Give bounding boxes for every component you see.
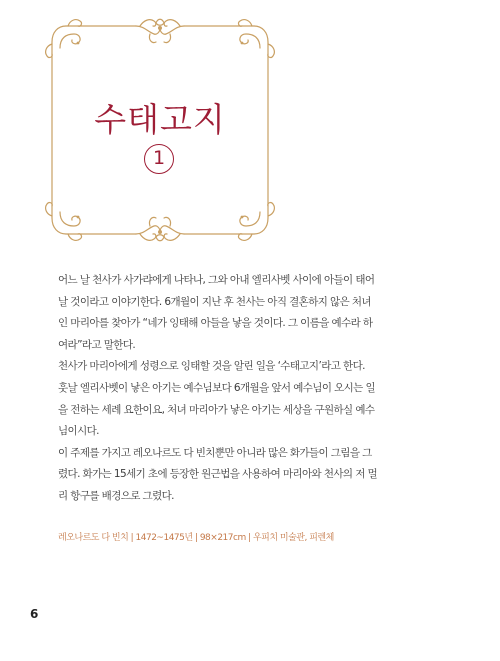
body-line: 여라”라고 말한다. [58, 338, 136, 351]
body-line: 인 마리아를 찾아가 “네가 잉태해 아들을 낳을 것이다. 그 이름을 예수라 하 [58, 317, 373, 330]
body-line: 렸다. 화가는 15세기 초에 등장한 원근법을 사용하여 마리아와 천사의 저 멀 [58, 468, 378, 481]
body-line: 어느 날 천사가 사가랴에게 나타나, 그와 아내 엘리사벳 사이에 아들이 태어 [58, 274, 375, 286]
chapter-title: 수태고지 [94, 100, 226, 139]
body-line: 님이시다. [58, 425, 99, 438]
body-text [58, 270, 390, 508]
artwork-caption: 레오나르도 다 빈치 | 1472~1475년 | 98×217cm | 우피치 미술관, 피렌체 [58, 533, 334, 543]
body-line: 이 주제를 가지고 레오나르도 다 빈치뿐만 아니라 많은 화가들이 그림을 그 [58, 446, 372, 459]
body-line: 천사가 마리아에게 성령으로 잉태할 것을 알린 일을 ‘수태고지’라고 한다. [58, 360, 365, 373]
body-line: 을 전하는 세례 요한이요, 처녀 마리아가 낳은 아기는 세상을 구원하실 예수 [58, 403, 375, 416]
page-number: 6 [30, 607, 39, 621]
body-line: 날 것이라고 이야기한다. 6개월이 지난 후 천사는 아직 결혼하지 않은 처녀 [58, 295, 371, 308]
chapter-number-badge: 1 [144, 144, 174, 174]
body-line: 훗날 엘리사벳이 낳은 아기는 예수님보다 6개월을 앞서 예수님이 오시는 일 [58, 381, 376, 394]
body-line: 리 항구를 배경으로 그렸다. [58, 489, 174, 502]
